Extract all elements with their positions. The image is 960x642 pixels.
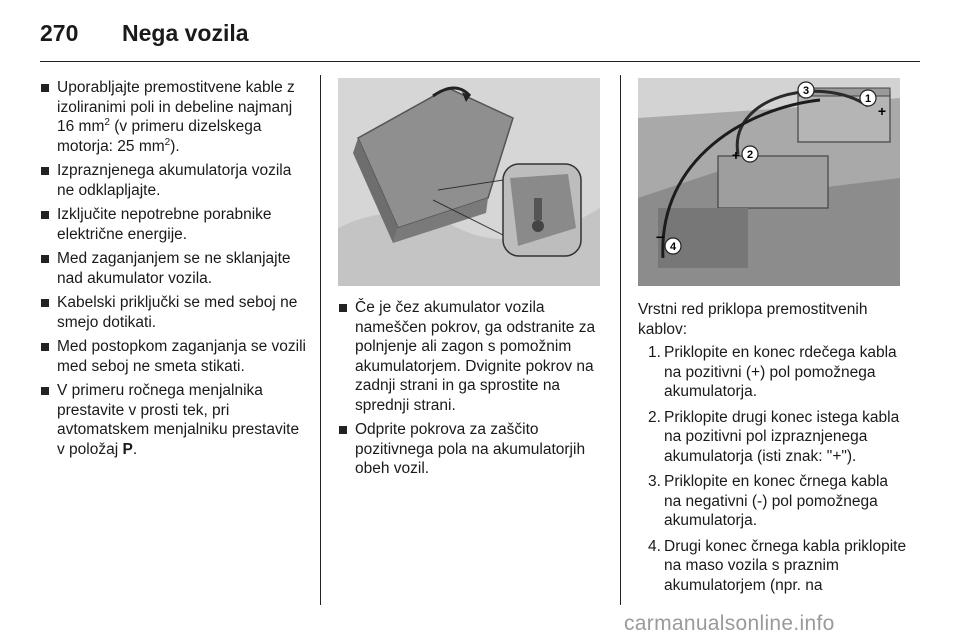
precautions-list [40,78,308,459]
callout-4: 4 [669,241,677,253]
cover-instructions-list [338,298,606,479]
watermark: carmanualsonline.info [624,612,835,635]
list-item: Med postopkom zaganjanja se vozili med seboj ne smeta stikati. [40,337,308,376]
page-number: 270 [40,20,79,46]
list-item: 1. Priklopite en konec rdečega kabla na pozitivni (+) pol pomožnega akumulatorja. [648,344,897,400]
column-left [40,78,308,464]
list-item: Izključite nepotrebne porabnike električne energije. [40,205,308,244]
column-right [638,300,908,601]
page-header [40,14,920,54]
callout-1: 1 [864,93,872,105]
connection-steps-list [638,343,908,595]
column-divider-right [620,75,621,605]
list-item: Kabelski priključki se med seboj ne smejo dotikati. [40,293,308,332]
column-middle [338,298,606,484]
list-item: Med zaganjanjem se ne sklanjajte nad akumulator vozila. [40,249,308,288]
callout-3: 3 [802,85,810,97]
header-rule [40,61,920,62]
steps-intro: Vrstni red priklopa premostitvenih kablov: [638,301,868,338]
battery-cover-illustration [338,78,600,286]
minus-sign: − [655,229,665,245]
list-item: Če je čez akumulator vozila nameščen pokrov, ga odstranite za polnjenje ali zagon s pomožnim akumulatorjem. Dvignite pokrov na zadnji strani in ga sprostite na sprednji strani. [338,298,606,415]
plus-sign-1: + [877,103,887,119]
column-divider-left [320,75,321,605]
page-title: Nega vozila [122,20,249,46]
list-item: 2. Priklopite drugi konec istega kabla na pozitivni pol izpraznjenega akumulatorja (isti znak: "+"). [648,408,900,465]
battery-cover-drawing [338,78,600,286]
jump-cable-drawing [638,78,900,286]
list-item: Izpraznjenega akumulatorja vozila ne odklapljajte. [40,161,308,200]
list-item: 3. Priklopite en konec črnega kabla na negativni (-) pol pomožnega akumulatorja. [648,473,889,529]
list-item: V primeru ročnega menjalnika prestavite v prosti tek, pri avtomatskem menjalniku prestavite v položaj P. [40,381,308,459]
list-item: 4. Drugi konec črnega kabla priklopite na maso vozila s praznim akumulatorjem (npr. na [648,537,907,594]
jump-cable-illustration [638,78,900,286]
callout-2: 2 [746,149,754,161]
list-item: Uporabljajte premostitvene kable z izoliranimi poli in debeline najmanj 16 $mm^2$ (v primeru dizelskega motorja: 25 $mm^2$). [40,78,308,156]
plus-sign-2: + [731,147,741,163]
list-item: Odprite pokrova za zaščito pozitivnega pola na akumulatorjih obeh vozil. [338,420,606,479]
